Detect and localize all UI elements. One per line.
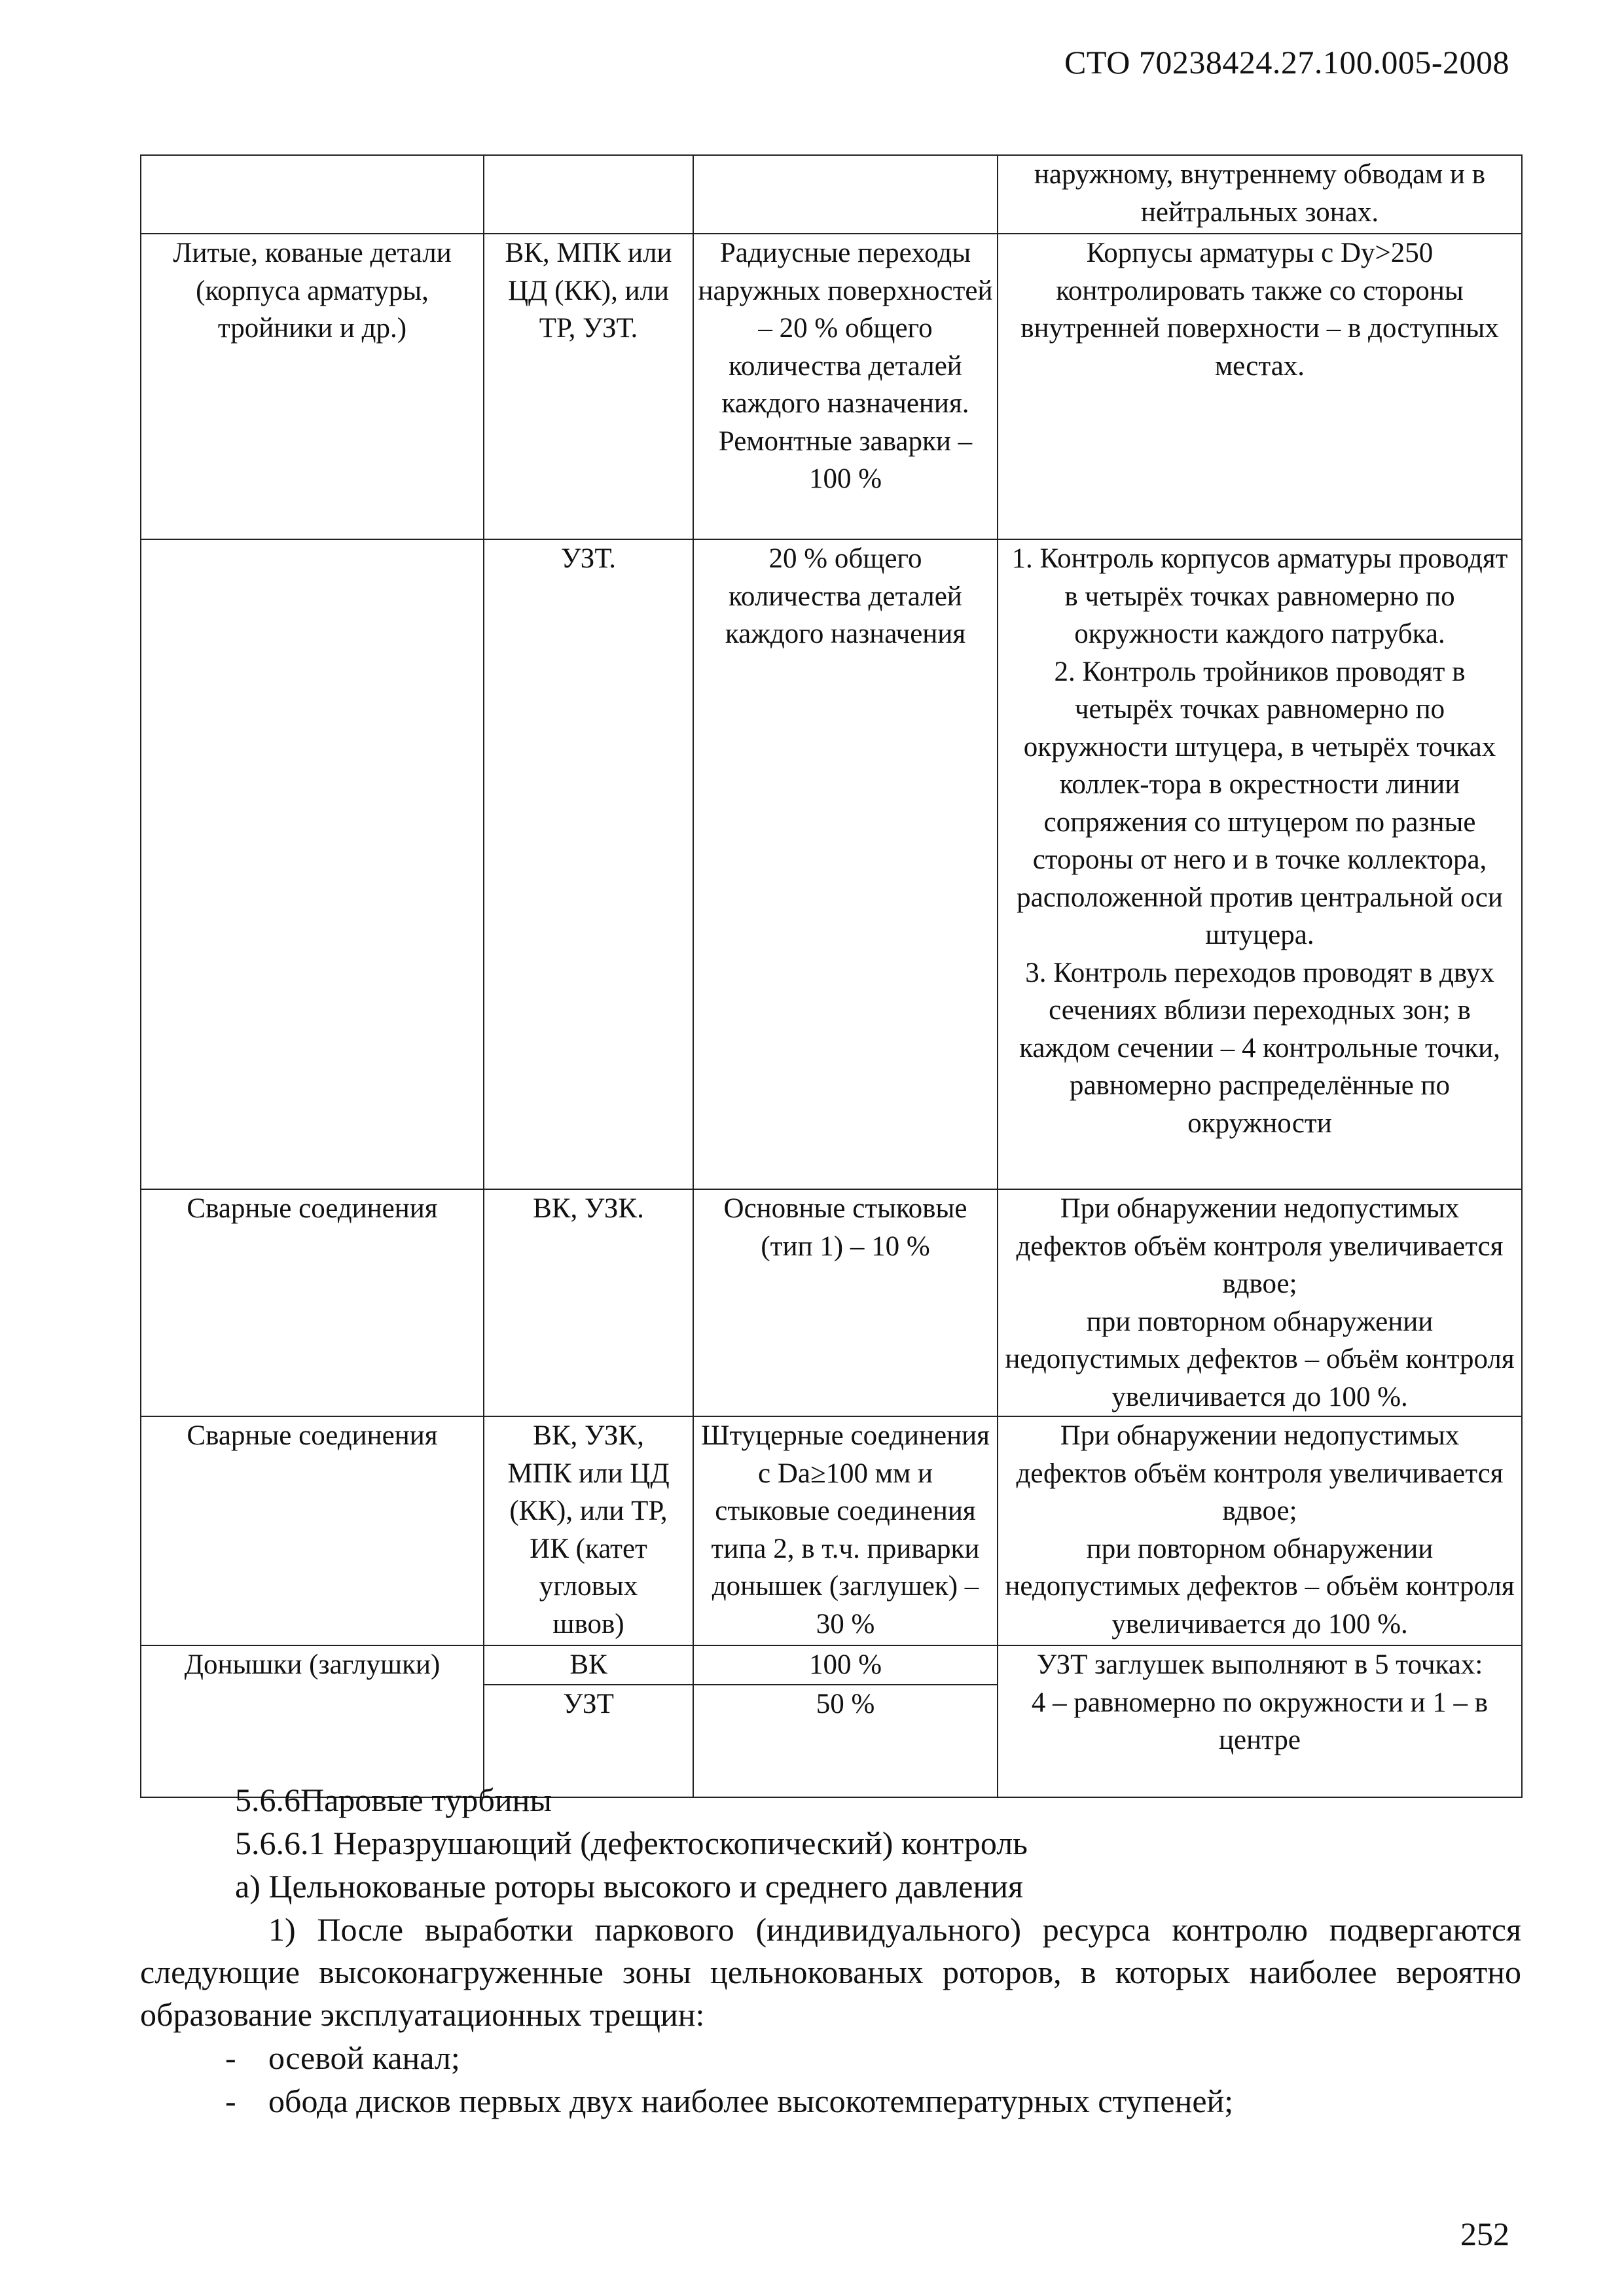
table-cell: Донышки (заглушки)	[141, 1645, 484, 1797]
table-cell: При обнаружении недопустимых дефектов объём контроля увеличивается вдвое; при повторном обнаружении недопустимых дефектов – объём контроля увеличивается до 100 %.	[998, 1189, 1522, 1416]
table-cell: 100 %	[693, 1645, 998, 1685]
bullet-dash: -	[225, 2039, 236, 2076]
table-row	[141, 1645, 1522, 1685]
table-cell	[141, 539, 484, 1189]
table-cell: Сварные соединения	[141, 1189, 484, 1416]
table-cell: 50 %	[693, 1685, 998, 1797]
table-cell: При обнаружении недопустимых дефектов объём контроля увеличивается вдвое; при повторном обнаружении недопустимых дефектов – объём контроля увеличивается до 100 %.	[998, 1416, 1522, 1645]
list-item-text: осевой канал;	[268, 2039, 460, 2076]
table-cell: ВК, УЗК.	[484, 1189, 693, 1416]
table-cell: УЗТ	[484, 1685, 693, 1797]
table-cell: ВК, МПК или ЦД (КК), или ТР, УЗТ.	[484, 234, 693, 539]
table-cell	[484, 155, 693, 234]
table-cell: Штуцерные соединения с Da≥100 мм и стыковые соединения типа 2, в т.ч. приварки донышек (заглушек) – 30 %	[693, 1416, 998, 1645]
table-cell: УЗТ заглушек выполняют в 5 точках: 4 – равномерно по окружности и 1 – в центре	[998, 1645, 1522, 1797]
document-code-header: СТО 70238424.27.100.005-2008	[1064, 44, 1509, 81]
section-heading: 5.6.6Паровые турбины	[235, 1782, 552, 1818]
subsection-heading: 5.6.6.1 Неразрушающий (дефектоскопический) контроль	[235, 1825, 1028, 1861]
table-cell	[693, 155, 998, 234]
page-number: 252	[1460, 2215, 1509, 2252]
item-heading: а) Цельнокованые роторы высокого и среднего давления	[235, 1868, 1024, 1905]
table-cell: 20 % общего количества деталей каждого назначения	[693, 539, 998, 1189]
table-row	[141, 539, 1522, 1189]
table-cell: ВК, УЗК, МПК или ЦД (КК), или ТР, ИК (катет угловых швов)	[484, 1416, 693, 1645]
table-row	[141, 155, 1522, 234]
table-cell: 1. Контроль корпусов арматуры проводят в четырёх точках равномерно по окружности каждого патрубка. 2. Контроль тройников проводят в четырёх точках равномерно по окружности штуцера, в четырёх точках коллек-тора в окрестности линии сопряжения со штуцером по разные стороны от него и в точке коллектора, расположенной против центральной оси штуцера. 3. Контроль переходов проводят в двух сечениях вблизи переходных зон; в каждом сечении – 4 контрольные точки, равномерно распределённые по окружности	[998, 539, 1522, 1189]
table-row	[141, 1189, 1522, 1416]
table-cell: Литые, кованые детали (корпуса арматуры, тройники и др.)	[141, 234, 484, 539]
table-cell: Сварные соединения	[141, 1416, 484, 1645]
table-row	[141, 234, 1522, 539]
table-cell: Корпусы арматуры с Dу>250 контролировать также со стороны внутренней поверхности – в доступных местах.	[998, 234, 1522, 539]
table-cell: наружному, внутреннему обводам и в нейтральных зонах.	[998, 155, 1522, 234]
table-cell: ВК	[484, 1645, 693, 1685]
bullet-dash: -	[225, 2083, 236, 2119]
paragraph: 1) После выработки паркового (индивидуального) ресурса контролю подвергаются следующие высоконагруженные зоны цельнокованых роторов, в которых наиболее вероятно образование эксплуатационных трещин:	[140, 1911, 1521, 2033]
table-row	[141, 1416, 1522, 1645]
table-cell	[141, 155, 484, 234]
list-item-text: обода дисков первых двух наиболее высокотемпературных ступеней;	[268, 2083, 1234, 2119]
inspection-table	[140, 154, 1523, 1798]
table-cell: Основные стыковые (тип 1) – 10 %	[693, 1189, 998, 1416]
table-cell: УЗТ.	[484, 539, 693, 1189]
table-cell: Радиусные переходы наружных поверхностей – 20 % общего количества деталей каждого назначения. Ремонтные заварки – 100 %	[693, 234, 998, 539]
